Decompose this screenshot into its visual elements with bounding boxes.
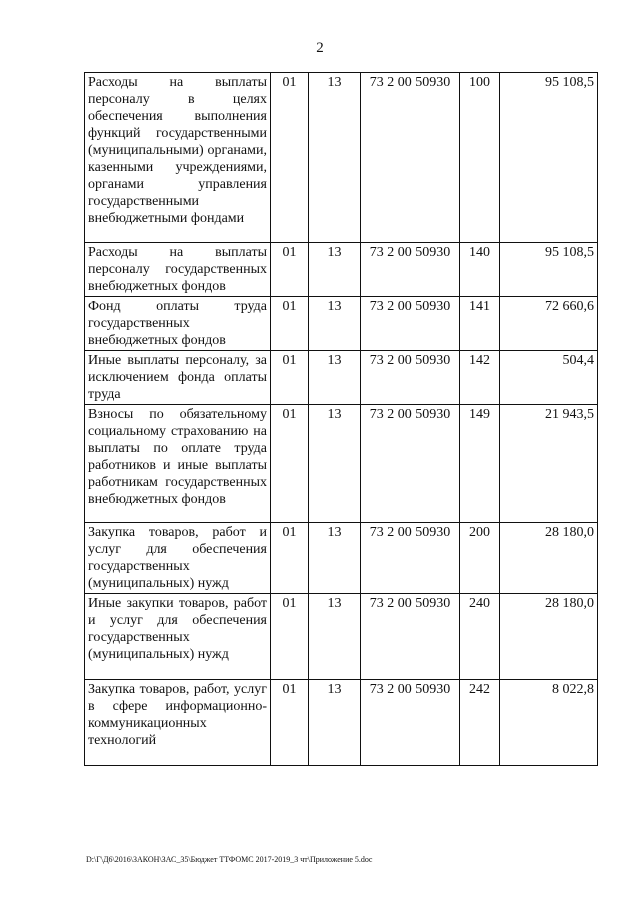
table-row (85, 351, 598, 405)
document-file-path: D:\Г\Д6\2016\ЗАКОН\ЗАС_35\Бюджет ТТФОМС 2017-2019_3 чт\Приложение 5.doc (86, 855, 373, 864)
section-code-cell: 01 (271, 297, 309, 351)
amount-cell: 95 108,5 (500, 73, 598, 243)
table-row (85, 297, 598, 351)
amount-cell: 504,4 (500, 351, 598, 405)
target-article-code-cell: 73 2 00 50930 (361, 405, 460, 523)
section-code-cell: 01 (271, 405, 309, 523)
amount-cell: 28 180,0 (500, 523, 598, 594)
target-article-code-cell: 73 2 00 50930 (361, 351, 460, 405)
subsection-code-cell: 13 (309, 351, 361, 405)
amount-cell: 95 108,5 (500, 243, 598, 297)
expense-type-code-cell: 140 (460, 243, 500, 297)
budget-table (84, 72, 598, 766)
target-article-code-cell: 73 2 00 50930 (361, 680, 460, 766)
amount-cell: 72 660,6 (500, 297, 598, 351)
expense-name-cell: Закупка товаров, работ, услуг в сфере информационно-коммуникационных технологий (85, 680, 271, 766)
expense-name-cell: Иные выплаты персоналу, за исключением фонда оплаты труда (85, 351, 271, 405)
subsection-code-cell: 13 (309, 243, 361, 297)
target-article-code-cell: 73 2 00 50930 (361, 594, 460, 680)
table-row (85, 405, 598, 523)
table-row (85, 73, 598, 243)
amount-cell: 8 022,8 (500, 680, 598, 766)
expense-type-code-cell: 141 (460, 297, 500, 351)
expense-type-code-cell: 200 (460, 523, 500, 594)
expense-type-code-cell: 242 (460, 680, 500, 766)
expense-type-code-cell: 142 (460, 351, 500, 405)
table-row (85, 243, 598, 297)
amount-cell: 28 180,0 (500, 594, 598, 680)
expense-type-code-cell: 100 (460, 73, 500, 243)
subsection-code-cell: 13 (309, 405, 361, 523)
section-code-cell: 01 (271, 351, 309, 405)
subsection-code-cell: 13 (309, 73, 361, 243)
expense-name-cell: Закупка товаров, работ и услуг для обеспечения государственных (муниципальных) нужд (85, 523, 271, 594)
expense-name-cell: Взносы по обязательному социальному страхованию на выплаты по оплате труда работников и иные выплаты работникам государственных внебюджетных фондов (85, 405, 271, 523)
section-code-cell: 01 (271, 243, 309, 297)
target-article-code-cell: 73 2 00 50930 (361, 243, 460, 297)
expense-type-code-cell: 149 (460, 405, 500, 523)
table-row (85, 594, 598, 680)
section-code-cell: 01 (271, 73, 309, 243)
subsection-code-cell: 13 (309, 523, 361, 594)
expense-name-cell: Фонд оплаты труда государственных внебюджетных фондов (85, 297, 271, 351)
target-article-code-cell: 73 2 00 50930 (361, 297, 460, 351)
table-row (85, 523, 598, 594)
amount-cell: 21 943,5 (500, 405, 598, 523)
section-code-cell: 01 (271, 594, 309, 680)
target-article-code-cell: 73 2 00 50930 (361, 73, 460, 243)
expense-type-code-cell: 240 (460, 594, 500, 680)
expense-name-cell: Иные закупки товаров, работ и услуг для обеспечения государственных (муниципальных) нужд (85, 594, 271, 680)
table-row (85, 680, 598, 766)
page-number: 2 (316, 40, 324, 56)
expense-name-cell: Расходы на выплаты персоналу государственных внебюджетных фондов (85, 243, 271, 297)
subsection-code-cell: 13 (309, 594, 361, 680)
section-code-cell: 01 (271, 680, 309, 766)
subsection-code-cell: 13 (309, 680, 361, 766)
target-article-code-cell: 73 2 00 50930 (361, 523, 460, 594)
subsection-code-cell: 13 (309, 297, 361, 351)
expense-name-cell: Расходы на выплаты персоналу в целях обеспечения выполнения функций государственными (муниципальными) органами, казенными учреждениями, органами управления государственными внебюджетными фондами (85, 73, 271, 243)
section-code-cell: 01 (271, 523, 309, 594)
